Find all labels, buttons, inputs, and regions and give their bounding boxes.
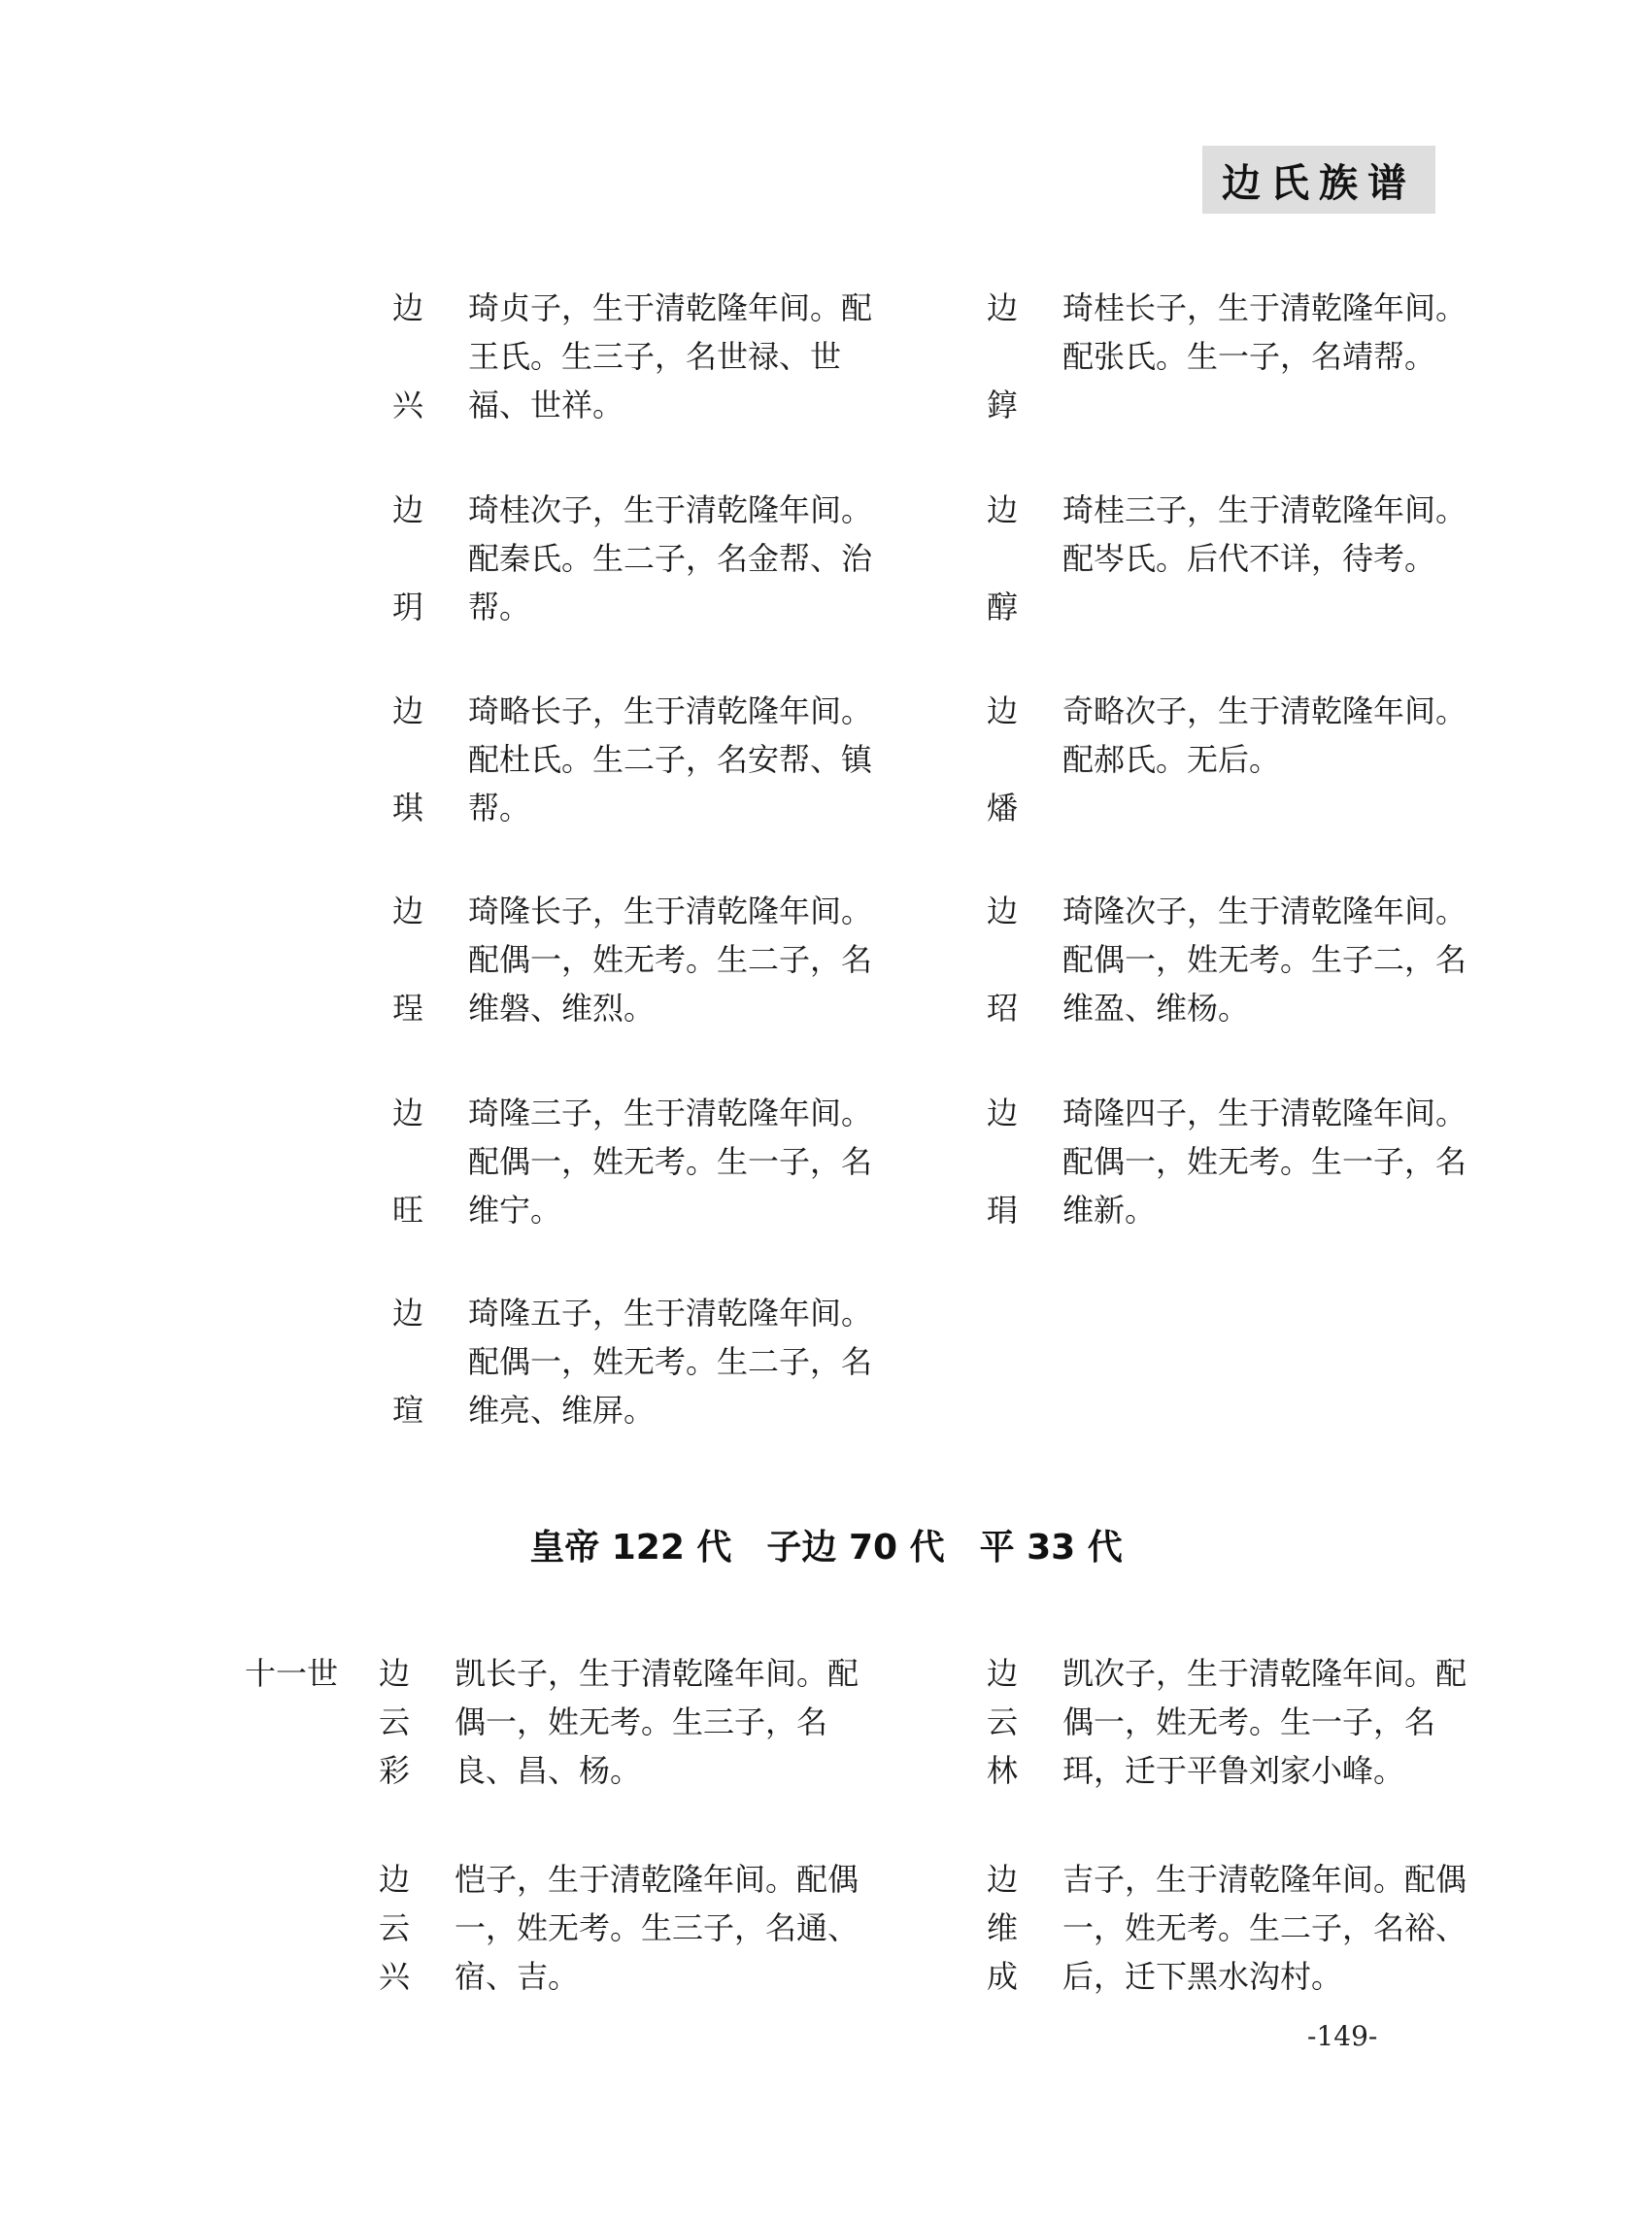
entry-surname: 边 [986, 289, 1018, 326]
header-title: 边氏族谱 [1222, 160, 1416, 206]
name-char: 边 [378, 1861, 410, 1898]
entry-description: 琦隆四子，生于清乾隆年间。配偶一，姓无考。生一子，名维新。 [1062, 1095, 1467, 1229]
name-char: 兴 [378, 1958, 410, 1995]
section-heading: 皇帝 122 代 子边 70 代 平 33 代 [529, 1528, 1123, 1568]
entry-surname: 边 [986, 491, 1018, 528]
entry-description: 琦桂长子，生于清乾隆年间。配张氏。生一子，名靖帮。 [1062, 289, 1467, 375]
entry-description: 凯长子，生于清乾隆年间。配偶一，姓无考。生三子，名良、昌、杨。 [455, 1655, 860, 1789]
name-char: 边 [986, 1655, 1018, 1692]
name-char: 云 [378, 1909, 410, 1946]
entry-surname: 边 [391, 1095, 423, 1131]
entry-name-vertical [373, 1649, 416, 1795]
page-number: -149- [1307, 2020, 1378, 2052]
entry-given-name: 玿 [986, 990, 1018, 1027]
name-char: 边 [378, 1655, 410, 1692]
header-banner [1202, 146, 1435, 214]
entry-given-name: 玥 [391, 589, 423, 625]
entry-name-vertical [981, 1649, 1024, 1795]
entry-name-vertical [981, 1855, 1024, 2001]
name-char: 云 [986, 1703, 1018, 1740]
entry-given-name: 琄 [986, 1192, 1018, 1229]
entry-given-name: 琪 [391, 790, 423, 826]
entry-description: 琦隆长子，生于清乾隆年间。配偶一，姓无考。生二子，名维磐、维烈。 [468, 893, 873, 1027]
name-char: 成 [986, 1958, 1018, 1995]
entry-description: 琦略长子，生于清乾隆年间。配杜氏。生二子，名安帮、镇帮。 [468, 692, 873, 826]
entry-surname: 边 [986, 692, 1018, 729]
name-char: 维 [986, 1909, 1018, 1946]
entry-given-name: 旺 [391, 1192, 423, 1229]
entry-given-name: 錞 [986, 387, 1018, 423]
name-char: 边 [986, 1861, 1018, 1898]
entry-given-name: 兴 [391, 387, 423, 423]
entry-surname: 边 [986, 1095, 1018, 1131]
entry-given-name: 瑄 [391, 1392, 423, 1429]
entry-description: 奇略次子，生于清乾隆年间。配郝氏。无后。 [1062, 692, 1467, 778]
generation-label: 十一世 [245, 1655, 339, 1692]
name-char: 彩 [378, 1752, 410, 1789]
name-char: 林 [986, 1752, 1018, 1789]
entry-surname: 边 [986, 893, 1018, 929]
entry-name-vertical [373, 1855, 416, 2001]
entry-description: 恺子，生于清乾隆年间。配偶一，姓无考。生三子，名通、宿、吉。 [455, 1861, 860, 1995]
entry-surname: 边 [391, 1295, 423, 1332]
entry-surname: 边 [391, 893, 423, 929]
entry-surname: 边 [391, 692, 423, 729]
entry-description: 吉子，生于清乾隆年间。配偶一，姓无考。生二子，名裕、后，迁下黑水沟村。 [1062, 1861, 1467, 1995]
entry-description: 琦隆次子，生于清乾隆年间。配偶一，姓无考。生子二，名维盈、维杨。 [1062, 893, 1467, 1027]
entry-description: 琦桂次子，生于清乾隆年间。配秦氏。生二子，名金帮、治帮。 [468, 491, 873, 625]
entry-description: 凯次子，生于清乾隆年间。配偶一，姓无考。生一子，名珥，迁于平鲁刘家小峰。 [1062, 1655, 1467, 1789]
entry-given-name: 醇 [986, 589, 1018, 625]
entry-given-name: 燔 [986, 790, 1018, 826]
entry-given-name: 珵 [391, 990, 423, 1027]
name-char: 云 [378, 1703, 410, 1740]
entry-description: 琦隆五子，生于清乾隆年间。配偶一，姓无考。生二子，名维亮、维屏。 [468, 1295, 873, 1429]
entry-description: 琦隆三子，生于清乾隆年间。配偶一，姓无考。生一子，名维宁。 [468, 1095, 873, 1229]
entry-description: 琦贞子，生于清乾隆年间。配王氏。生三子，名世禄、世福、世祥。 [468, 289, 873, 423]
entry-description: 琦桂三子，生于清乾隆年间。配岑氏。后代不详，待考。 [1062, 491, 1467, 577]
entry-surname: 边 [391, 289, 423, 326]
entry-surname: 边 [391, 491, 423, 528]
